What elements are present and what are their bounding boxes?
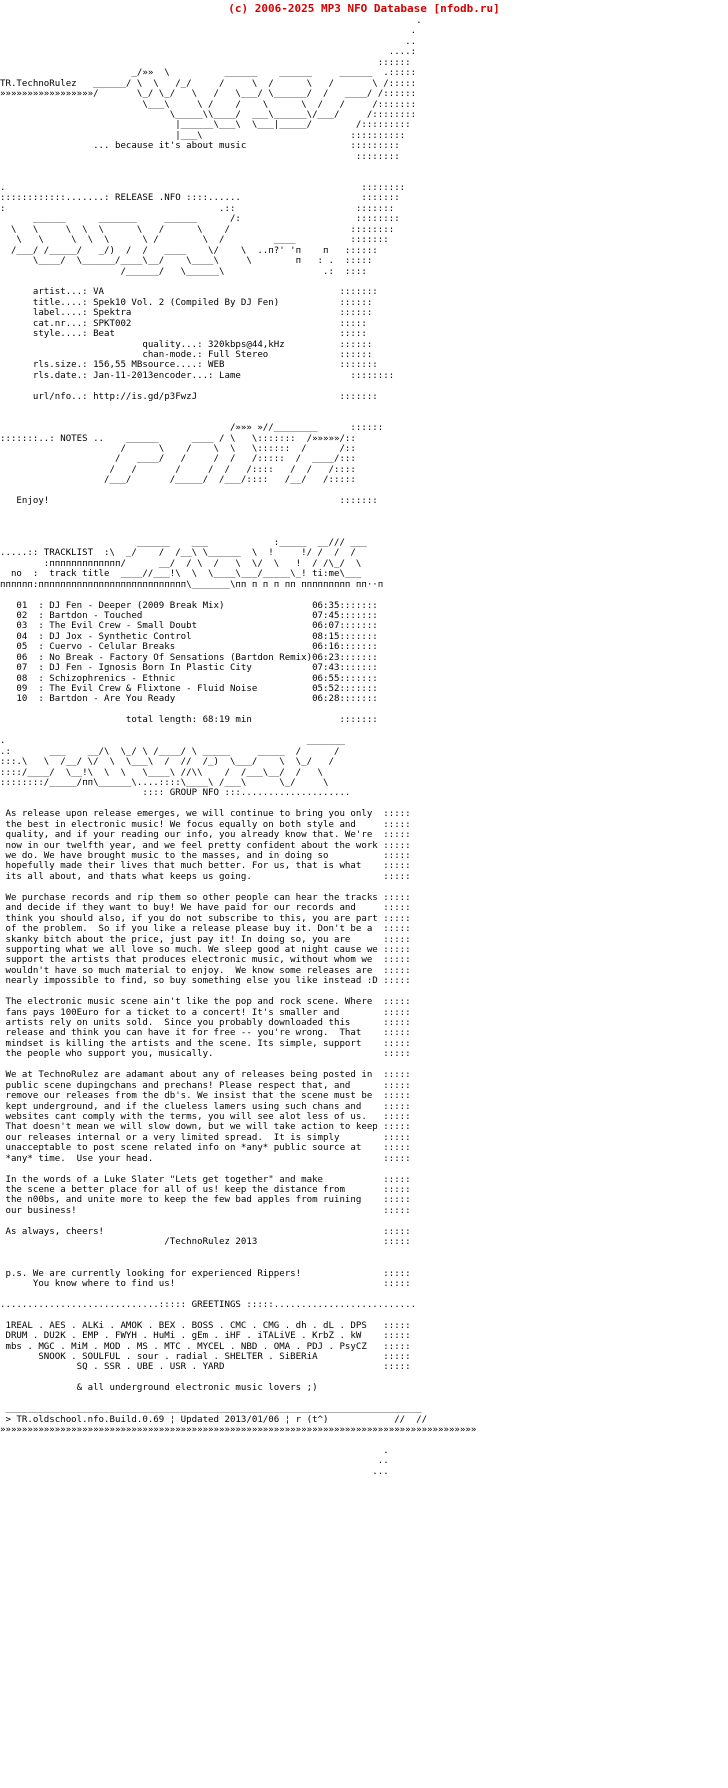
spacer-line	[0, 882, 728, 892]
ascii-art-line: :::.\ \ /__/ \/ \ \___\ / // /_) \___/ \ \_/ /	[0, 757, 334, 768]
release-field-rlsdate-encoder: rls.date.: Jan-11-2013encoder...: Lame ::::::::	[0, 370, 395, 381]
ascii-art-line: ::::::	[0, 57, 411, 68]
ascii-art-line: .	[0, 16, 422, 26]
group-nfo-text-line: the n00bs, and unite more to keep the few bad apples from ruining :::::	[0, 1195, 411, 1206]
group-nfo-text-line: websites cant comply with the terms, you will see alot less of us. :::::	[0, 1111, 411, 1122]
track-row: 01 : DJ Fen - Deeper (2009 Break Mix) 06:35:::::::	[0, 600, 378, 611]
greeting-row: SQ . SSR . UBE . USR . YARD :::::	[0, 1362, 411, 1373]
group-nfo-text-line: we do. We have brought music to the masses, and in doing so :::::	[0, 851, 411, 861]
ascii-art-line: .....:: TRACKLIST :\ _/ / /__\ \______ \ ! !/ / / /	[0, 548, 356, 559]
ascii-art-line: \ \ \ \ \ \ / \ / ____ :::::::	[0, 235, 389, 246]
group-nfo-text-line: of the problem. So if you like a release please buy it. Don't be a :::::	[0, 924, 411, 935]
spacer-line	[0, 987, 728, 997]
group-nfo-text-line: We at TechnoRulez are adamant about any of releases being posted in :::::	[0, 1070, 411, 1081]
group-nfo-text-line: remove our releases from the db's. We insist that the scene must be :::::	[0, 1091, 411, 1102]
release-field-catnr: cat.nr...: SPKT002 :::::	[0, 318, 367, 329]
ascii-art-line: ..	[0, 36, 417, 47]
release-field-rlssize-source: rls.size.: 156,55 MBsource....: WEB :::::::	[0, 360, 378, 371]
spacer-line	[0, 1248, 728, 1258]
group-nfo-text-line: fans pays 100Euro for a ticket to a concert! It's smaller and :::::	[0, 1007, 411, 1018]
track-row: 03 : The Evil Crew - Small Doubt 06:07:::::::	[0, 621, 378, 632]
ascii-art-line: \ \ \ \ \ \ / \ / ::::::::	[0, 224, 395, 235]
spacer-line	[0, 413, 728, 423]
spacer-line	[0, 1060, 728, 1070]
ascii-art-line: ::::::::	[0, 151, 400, 162]
group-nfo-text-line: As always, cheers! :::::	[0, 1226, 411, 1237]
spacer-line	[0, 173, 728, 183]
greeting-row: DRUM . DU2K . EMP . FWYH . HuMi . gEm . iHF . iTALiVE . KrbZ . kW :::::	[0, 1331, 411, 1342]
group-nfo-text-line: and decide if they want to buy! We have paid for our records and :::::	[0, 903, 411, 914]
nfo-document	[0, 16, 728, 1477]
ascii-art-line: ______ ___ :_____ __/// ___	[0, 537, 367, 548]
group-nfo-text-line: The electronic music scene ain't like the pop and rock scene. Where :::::	[0, 997, 411, 1008]
spacer-line	[0, 517, 728, 527]
ascii-art-line: /»»» »//________ ::::::	[0, 423, 384, 434]
group-nfo-text-line: wouldn't have so much material to enjoy. We know some releases are :::::	[0, 965, 411, 976]
group-tag-line: TR.TechnoRulez ______/ \ \ /_/ / \ / \ / \ /:::::	[0, 78, 417, 89]
release-field-artist: artist...: VA :::::::	[0, 287, 378, 298]
spacer-line	[0, 590, 728, 600]
spacer-line	[0, 1310, 728, 1320]
spacer-line	[0, 1373, 728, 1383]
track-row: 06 : No Break - Factory Of Sensations (Bartdon Remix)06:23:::::::	[0, 652, 378, 663]
group-nfo-text-line: hopefully made their lives that much better. For us, that is what :::::	[0, 861, 411, 872]
tagline-line: ... because it's about music :::::::::	[0, 141, 400, 152]
greeting-row: SNOOK . SOULFUL . sour . radial . SHELTER . SiBERiA :::::	[0, 1352, 411, 1362]
ascii-art-line: no : track title ____//___!\ \ \____\___/_____\_! ti:me\___	[0, 569, 362, 580]
footer-dot-3: ...	[0, 1466, 389, 1477]
spacer-line	[0, 527, 728, 537]
ascii-art-line: .	[0, 26, 417, 37]
ascii-art-line: / / / / / /:::: / / /::::	[0, 464, 356, 475]
footer-rule: ____________________________________________________________________________	[0, 1404, 422, 1415]
track-row: 10 : Bartdon - Are You Ready 06:28:::::::	[0, 694, 378, 705]
ascii-art-line: \___\ \ / / \ \ / / /:::::::	[0, 99, 417, 110]
group-nfo-text-line: kept underground, and if the clueless lamers using such chans and :::::	[0, 1101, 411, 1112]
group-nfo-text-line: release and think you can have it for free -- you're wrong. That :::::	[0, 1028, 411, 1039]
spacer-line	[0, 1289, 728, 1299]
spacer-line	[0, 507, 728, 517]
tracklist-total: total length: 68:19 min :::::::	[0, 715, 378, 726]
release-field-style: style....: Beat :::::	[0, 329, 367, 340]
group-nfo-text-line: the people who support you, musically. :::::	[0, 1049, 411, 1060]
group-signature: /TechnoRulez 2013 :::::	[0, 1237, 411, 1248]
footer-chevron-rule: »»»»»»»»»»»»»»»»»»»»»»»»»»»»»»»»»»»»»»»»»»»»»»»»»»»»»»»»»»»»»»»»»»»»»»»»»»»»»»»»»»»»»»»	[0, 1425, 477, 1436]
spacer-line	[0, 705, 728, 715]
group-nfo-text-line: skanky bitch about the price, just pay it! In doing so, you are :::::	[0, 934, 411, 945]
group-nfo-text-line: the best in electronic music! We focus equally on both style and :::::	[0, 819, 411, 830]
ascii-art-line: |______\___\ \___|_____/ /:::::::::	[0, 120, 411, 131]
ascii-art-line: |___\ ::::::::::	[0, 130, 406, 141]
ascii-art-line: ______ _______ ______ /: ::::::::	[0, 214, 400, 225]
ascii-art-line: \____/ \______/____\__/ \____\ \ п : . :::::	[0, 256, 373, 267]
group-nfo-text-line: our releases internal or a very limited spread. It is simply :::::	[0, 1132, 411, 1143]
release-field-quality: quality...: 320kbps@44,kHz ::::::	[0, 339, 373, 350]
track-row: 04 : DJ Jox - Synthetic Control 08:15:::::::	[0, 631, 378, 642]
greetings-closing: & all underground electronic music lovers ;)	[0, 1383, 318, 1394]
ascii-art-line: пппппп:ппппппппппппппппппппппппппп\_______\пп п п п пп ппппппппп пп··п	[0, 579, 384, 590]
ascii-art-line: ::::::::::::.......: RELEASE .NFO ::::...... :::::::	[0, 193, 400, 204]
group-nfo-text-line: That doesn't mean we will slow down, but we will take action to keep :::::	[0, 1122, 411, 1133]
group-nfo-text-line: nearly impossible to find, so buy something else you like instead :D :::::	[0, 976, 411, 987]
group-nfo-text-line: quality, and if your reading our info, you already know that. We're :::::	[0, 830, 411, 841]
ascii-art-line: /______/ \______\ .: ::::	[0, 266, 367, 277]
group-nfo-text-line: mindset is killing the artists and the scene. Its simple, support :::::	[0, 1038, 411, 1049]
nfodb-copyright-banner: (c) 2006-2025 MP3 NFO Database [nfodb.ru]	[228, 2, 500, 15]
ascii-art-line: »»»»»»»»»»»»»»»»»/ \_/ \_/ \ / \___/ \______/ / ____/ /::::::	[0, 89, 417, 100]
ascii-art-line: .: ___ __/\ \_/ \ /____/ \ _____ _____ / /	[0, 746, 340, 757]
group-nfo-text-line: support the artists that produces electronic music, without whom we :::::	[0, 955, 411, 966]
group-nfo-text-line: *any* time. Use your head. :::::	[0, 1153, 411, 1164]
greeting-row: mbs . MGC . MiM . MOD . MS . MTC . MYCEL . NBD . OMA . PDJ . PsyCZ :::::	[0, 1341, 411, 1352]
ascii-art-line: / ____/ / / / /::::: / ____/:::	[0, 454, 356, 465]
spacer-line	[0, 381, 728, 391]
ascii-art-line: ....:	[0, 47, 417, 58]
ascii-art-line: :::::::..: NOTES .. ______ ____ / \ \::::::: /»»»»»/::	[0, 433, 356, 444]
group-nfo-text-line: its all about, and thats what keeps us going. :::::	[0, 871, 411, 882]
track-row: 08 : Schizophrenics - Ethnic 06:55:::::::	[0, 673, 378, 684]
footer-dot-2: ..	[0, 1456, 389, 1467]
group-nfo-text-line: the scene a better place for all of us! keep the distance from :::::	[0, 1185, 411, 1195]
group-nfo-text-line: unacceptable to post scene related info on *any* public source at :::::	[0, 1143, 411, 1154]
footer-dot-1: .	[0, 1445, 389, 1456]
spacer-line	[0, 1436, 728, 1446]
spacer-line	[0, 402, 728, 412]
release-field-title: title....: Spek10 Vol. 2 (Compiled By DJ Fen) ::::::	[0, 297, 373, 308]
group-nfo-text-line: now in our twelfth year, and we feel pretty confident about the work :::::	[0, 840, 411, 851]
track-row: 07 : DJ Fen - Ignosis Born In Plastic City 07:43:::::::	[0, 663, 378, 674]
ascii-art-line: /___/ /_____/ _/) / / ____ \/ \ ..п?' 'п п ::::::	[0, 245, 378, 256]
release-field-label: label....: Spektra ::::::	[0, 308, 373, 319]
group-nfo-text-line: think you should also, if you do not subscribe to this, you are part :::::	[0, 913, 411, 924]
group-nfo-section-header: :::: GROUP NFO :::....................	[0, 788, 351, 799]
spacer-line	[0, 1394, 728, 1404]
spacer-line	[0, 799, 728, 809]
group-nfo-text-line: In the words of a Luke Slater "Lets get together" and make :::::	[0, 1174, 411, 1185]
group-nfo-text-line: our business! :::::	[0, 1205, 411, 1216]
footer-build-line: > TR.oldschool.nfo.Build.0.69 ¦ Updated 2013/01/06 ¦ r (t^) // //	[0, 1414, 428, 1425]
ps-line-1: p.s. We are currently looking for experienced Rippers! :::::	[0, 1268, 411, 1279]
ascii-art-line: _/»» \ ______ ______ ______ .:::::	[0, 68, 417, 79]
spacer-line	[0, 162, 728, 172]
track-row: 05 : Cuervo - Celular Breaks 06:16:::::::	[0, 642, 378, 653]
greetings-section-header: .............................::::: GREETINGS :::::..........................	[0, 1299, 417, 1310]
notes-text: Enjoy! :::::::	[0, 496, 378, 507]
ascii-art-line: /___/ /_____/ /___/:::: /__/ /:::::	[0, 475, 356, 486]
ascii-art-line: . ::::::::	[0, 183, 406, 193]
spacer-line	[0, 277, 728, 287]
ascii-art-line: . _______	[0, 736, 345, 747]
spacer-line	[0, 1164, 728, 1174]
ascii-art-line: : .:: :::::::	[0, 203, 395, 214]
ascii-art-line: / \ / \ \ \:::::: / /::	[0, 443, 356, 454]
ps-line-2: You know where to find us! :::::	[0, 1278, 411, 1289]
release-field-chanmode: chan-mode.: Full Stereo ::::::	[0, 350, 373, 360]
ascii-art-line: \_____\\____/ ___\______\/___/ /::::::::	[0, 109, 417, 120]
spacer-line	[0, 726, 728, 736]
track-row: 02 : Bartdon - Touched 07:45:::::::	[0, 610, 378, 621]
group-nfo-text-line: As release upon release emerges, we will continue to bring you only :::::	[0, 809, 411, 820]
spacer-line	[0, 1258, 728, 1268]
ascii-art-line: :ппппппппппппп/ __/ / \ / \ \/ \ ! / /\_/ \	[0, 558, 362, 569]
ascii-art-line: ::::/____/ \__!\ \ \ \____\ //\\ / /___\__/ / \	[0, 767, 324, 778]
group-nfo-text-line: We purchase records and rip them so other people can hear the tracks :::::	[0, 892, 411, 903]
group-nfo-text-line: public scene dupingchans and prechans! Please respect that, and :::::	[0, 1080, 411, 1091]
greeting-row: 1REAL . AES . ALKi . AMOK . BEX . BOSS . CMC . CMG . dh . dL . DPS :::::	[0, 1320, 411, 1331]
ascii-art-line: ::::::::/_____/пп\______\....::::\____\ /___\ \_/ \	[0, 777, 329, 788]
spacer-line	[0, 486, 728, 496]
group-nfo-text-line: supporting what we all love so much. We sleep good at night cause we :::::	[0, 944, 411, 955]
group-nfo-text-line: artists rely on units sold. Since you probably downloaded this :::::	[0, 1018, 411, 1028]
track-row: 09 : The Evil Crew & Flixtone - Fluid Noise 05:52:::::::	[0, 684, 378, 694]
release-field-url: url/nfo..: http://is.gd/p3FwzJ :::::::	[0, 391, 378, 402]
spacer-line	[0, 1216, 728, 1226]
